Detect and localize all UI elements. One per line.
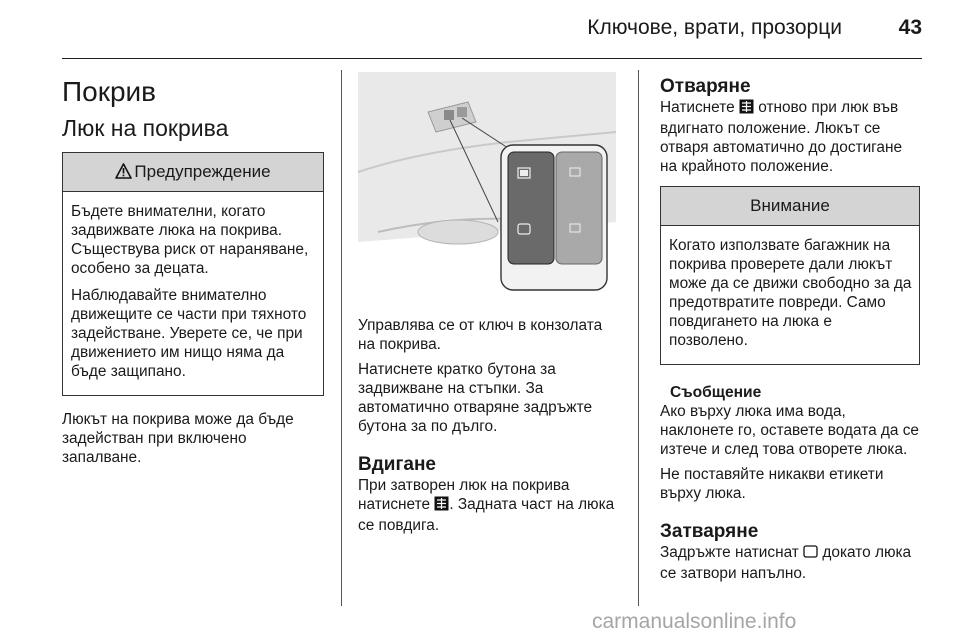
open-heading: Отваряне: [660, 76, 751, 97]
open-paragraph: [660, 98, 920, 176]
column-2: [358, 72, 620, 541]
column-1: [62, 76, 324, 473]
open-text-before: Натиснете: [660, 99, 735, 116]
column-divider-1: [341, 70, 342, 606]
column-divider-2: [638, 70, 639, 606]
roof-control-figure: [358, 72, 616, 304]
sunroof-close-button-icon: [803, 544, 818, 564]
caution-text: Когато използвате багажник на покрива проверете дали люкът може да се движи свободно за да предотвратите повреди. Само повдигането на люка е позволено.: [669, 237, 912, 349]
lift-paragraph: [358, 476, 620, 535]
caution-title: Внимание: [661, 187, 919, 226]
control-paragraph-1: Управлява се от ключ в конзолата на покрива.: [358, 317, 603, 353]
close-paragraph: [660, 543, 920, 583]
header-divider: [62, 58, 922, 59]
watermark: carmanualsonline.info: [592, 610, 797, 633]
sunroof-tilt-button-icon: [434, 496, 449, 516]
body-paragraph: Люкът на покрива може да бъде задействан при включено запалване.: [62, 411, 294, 466]
section-title: Покрив: [62, 76, 157, 107]
warning-triangle-icon: [115, 155, 132, 193]
warning-title: Предупреждение: [134, 162, 271, 181]
note-text: Ако върху люка има вода, наклонете го, оставете водата да се изтече и след това отворете люка.: [660, 403, 919, 458]
roof-control-switches-illustration-icon: [358, 72, 616, 304]
warning-box-header: [63, 153, 323, 192]
page-number: 43: [898, 16, 922, 39]
open-text-after: отново при люк във вдигнато положение. Люкът се отваря автоматично до достигане на крайното положение.: [660, 99, 903, 175]
note-title: Съобщение: [670, 384, 762, 401]
close-text-before: Задръжте натиснат: [660, 544, 799, 561]
sunroof-open-button-icon: [739, 99, 754, 119]
warning-paragraph-2: Наблюдавайте внимателно движещите се части при тяхното задействане. Уверете се, че при движението им нищо няма да бъде защипано.: [71, 287, 307, 380]
labels-paragraph: Не поставяйте никакви етикети върху люка.: [660, 466, 884, 502]
caution-box: [660, 186, 920, 365]
page-header-title: Ключове, врати, прозорци: [587, 16, 842, 39]
lift-text-after: . Задната част на люка се повдига.: [358, 496, 615, 534]
control-paragraph-2: Натиснете кратко бутона за задвижване на стъпки. За автоматично отваряне задръжте бутона за по дълго.: [358, 361, 593, 435]
close-heading: Затваряне: [660, 521, 759, 542]
warning-box: [62, 152, 324, 396]
column-3: [660, 76, 920, 589]
warning-paragraph-1: Бъдете внимателни, когато задвижвате люка на покрива. Съществува риск от нараняване, особено за децата.: [71, 203, 309, 277]
lift-text-before: При затворен люк на покрива натиснете: [358, 477, 570, 513]
lift-heading: Вдигане: [358, 454, 436, 475]
subsection-title: Люк на покрива: [62, 115, 229, 141]
close-text-after: докато люка се затвори напълно.: [660, 544, 912, 582]
